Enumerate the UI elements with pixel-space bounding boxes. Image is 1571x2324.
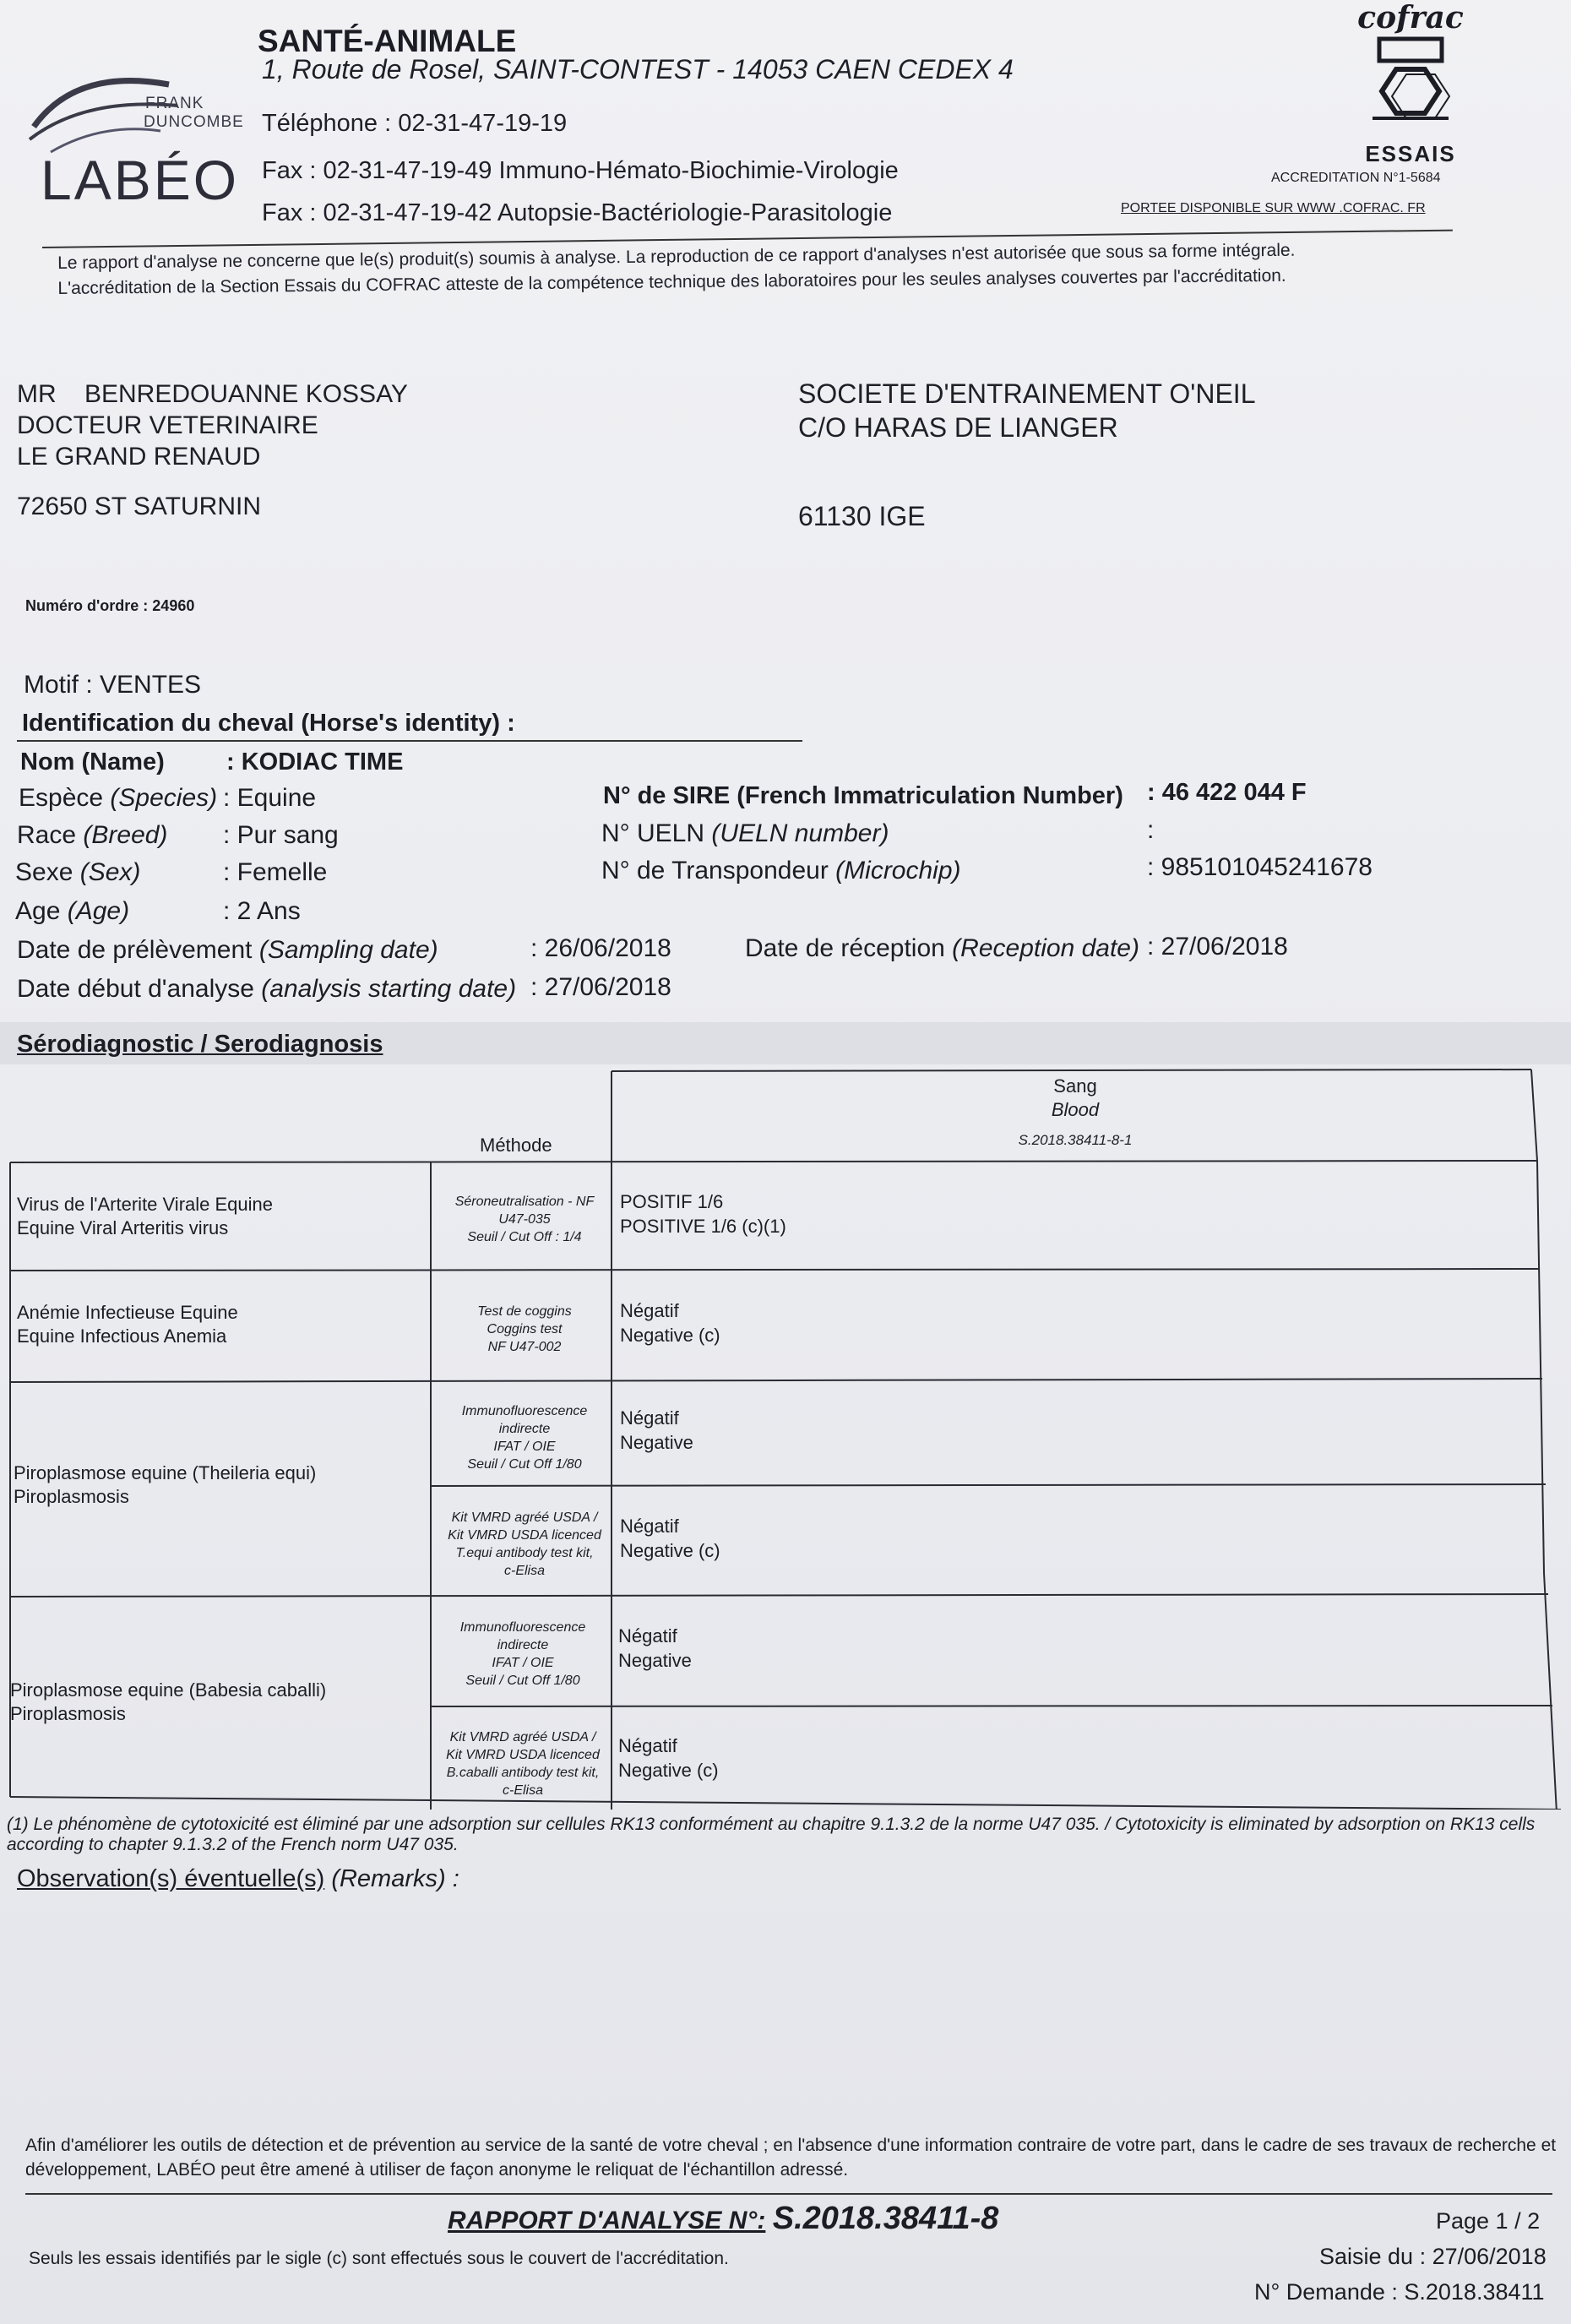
cytotoxicity-footnote: (1) Le phénomène de cytotoxicité est éliminé par une adsorption sur cellules RK13 conformément au chapitre 9.1.3.2 de la norme U47 035. / Cytotoxicity is eliminated by adsorption on RK13 cells according to chapter 9.1.3.2 of the French norm U47 035.	[7, 1815, 1536, 1854]
cofrac-essais: ESSAIS	[1365, 141, 1456, 166]
report-number: RAPPORT D'ANALYSE N°: S.2018.38411-8	[448, 2201, 999, 2236]
reception-date-value: : 27/06/2018	[1147, 933, 1288, 961]
header-fax-1: Fax : 02-31-47-19-49 Immuno-Hémato-Biochimie-Virologie	[262, 157, 899, 184]
remarks-label: Observation(s) éventuelle(s) (Remarks) :	[17, 1865, 459, 1892]
sex-label: Sexe (Sex)	[15, 858, 141, 886]
sire-label: N° de SIRE (French Immatriculation Number)	[603, 782, 1123, 809]
sampling-date-label: Date de prélèvement (Sampling date)	[17, 936, 438, 964]
method-theileria-ifat: Immunofluorescence indirecte IFAT / OIE Seuil / Cut Off 1/80	[461, 1404, 588, 1472]
owner-address: SOCIETE D'ENTRAINEMENT O'NEIL C/O HARAS DE LIANGER 61130 IGE	[798, 378, 1256, 531]
method-babesia-elisa: Kit VMRD agréé USDA / Kit VMRD USDA licenced B.caballi antibody test kit, c-Elisa	[446, 1730, 600, 1798]
methode-header: Méthode	[480, 1135, 552, 1156]
header-fax-2: Fax : 02-31-47-19-42 Autopsie-Bactériologie-Parasitologie	[262, 199, 893, 226]
identity-underline	[17, 740, 802, 742]
breed-value: : Pur sang	[223, 821, 339, 849]
cofrac-logo	[1347, 0, 1474, 167]
analyte-eia: Anémie Infectieuse Equine Equine Infectious Anemia	[17, 1302, 238, 1347]
improvement-notice: Afin d'améliorer les outils de détection et de prévention au service de la santé de votre cheval ; en l'absence d'une information contraire de votre part, dans le cadre de ses travaux de recherche et développement, LABÉO peut être amené à utiliser de façon anonyme le reliquat de l'échantillon adressé.	[25, 2136, 1557, 2180]
sample-header: Sang Blood S.2018.38411-8-1	[1018, 1075, 1133, 1148]
serodiag-title: Sérodiagnostic / Serodiagnosis	[17, 1031, 383, 1058]
transponder-label: N° de Transpondeur (Microchip)	[601, 857, 961, 884]
accreditation-note: Seuls les essais identifiés par le sigle (c) sont effectués sous le couvert de l'accréditation.	[29, 2249, 729, 2268]
sampling-date-value: : 26/06/2018	[530, 934, 671, 962]
breed-label: Race (Breed)	[17, 821, 168, 849]
transponder-value: : 985101045241678	[1147, 853, 1373, 881]
analyte-eva: Virus de l'Arterite Virale Equine Equine Viral Arteritis virus	[17, 1194, 273, 1238]
age-label: Age (Age)	[15, 897, 130, 925]
method-eva: Séroneutralisation - NF U47-035 Seuil / Cut Off : 1/4	[454, 1195, 595, 1244]
analyte-theileria: Piroplasmose equine (Theileria equi) Piroplasmosis	[14, 1462, 317, 1507]
analysis-start-label: Date début d'analyse (analysis starting date)	[17, 975, 517, 1003]
species-label: Espèce (Species)	[19, 784, 218, 812]
header-disclaimer: Le rapport d'analyse ne concerne que le(s) produit(s) soumis à analyse. La reproduction de ce rapport d'analyses n'est autorisée que sous sa forme intégrale. L'accréditation de la Section Essais du COFRAC atteste de la compétence technique des laboratoires pour les seules analyses couvertes par l'accréditation.	[57, 240, 1296, 298]
species-value: : Equine	[223, 784, 317, 812]
name-value: : KODIAC TIME	[226, 748, 404, 776]
motif: Motif : VENTES	[24, 671, 202, 699]
method-babesia-ifat: Immunofluorescence indirecte IFAT / OIE Seuil / Cut Off 1/80	[459, 1620, 586, 1688]
results-table	[7, 1066, 1563, 1810]
ueln-value: :	[1147, 816, 1155, 844]
order-number: Numéro d'ordre : 24960	[25, 597, 195, 614]
portee-link[interactable]: PORTEE DISPONIBLE SUR WWW .COFRAC. FR	[1121, 201, 1426, 215]
cofrac-wordmark: cofrac	[1357, 0, 1464, 35]
header-phone: Téléphone : 02-31-47-19-19	[262, 110, 568, 137]
reception-date-label: Date de réception (Reception date)	[745, 934, 1139, 962]
page-number: Page 1 / 2	[1436, 2208, 1541, 2234]
ueln-label: N° UELN (UELN number)	[601, 819, 889, 847]
result-eia: Négatif Negative (c)	[620, 1300, 720, 1346]
footer-divider	[25, 2193, 1552, 2195]
logo-subtitle: FRANK DUNCOMBE	[144, 95, 244, 131]
recipient-address: MR BENREDOUANNE KOSSAY DOCTEUR VETERINAIRE LE GRAND RENAUD 72650 ST SATURNIN	[17, 380, 408, 520]
header-address: 1, Route de Rosel, SAINT-CONTEST - 14053 CAEN CEDEX 4	[262, 54, 1014, 84]
age-value: : 2 Ans	[223, 897, 301, 925]
saisie-date: Saisie du : 27/06/2018	[1319, 2244, 1547, 2269]
method-eia: Test de coggins Coggins test NF U47-002	[477, 1304, 572, 1354]
sex-value: : Femelle	[223, 858, 328, 886]
identity-title: Identification du cheval (Horse's identity) :	[22, 710, 515, 737]
demande-number: N° Demande : S.2018.38411	[1254, 2279, 1545, 2305]
sire-value: : 46 422 044 F	[1147, 779, 1307, 806]
cofrac-emblem-icon	[1347, 35, 1474, 137]
accreditation-number: ACCREDITATION N°1-5684	[1271, 171, 1441, 185]
labeo-wordmark: LABÉO	[41, 149, 240, 211]
method-theileria-elisa: Kit VMRD agréé USDA / Kit VMRD USDA licenced T.equi antibody test kit, c-Elisa	[448, 1510, 601, 1578]
result-theileria-ifat: Négatif Negative	[620, 1407, 693, 1453]
result-eva: POSITIF 1/6 POSITIVE 1/6 (c)(1)	[620, 1191, 786, 1237]
result-babesia-ifat: Négatif Negative	[618, 1625, 692, 1671]
header-title: SANTÉ-ANIMALE	[258, 24, 517, 58]
analyte-babesia: Piroplasmose equine (Babesia caballi) Piroplasmosis	[10, 1679, 327, 1724]
analysis-start-value: : 27/06/2018	[530, 973, 671, 1001]
result-babesia-elisa: Négatif Negative (c)	[618, 1735, 719, 1781]
name-label: Nom (Name)	[20, 748, 165, 776]
result-theileria-elisa: Négatif Negative (c)	[620, 1516, 720, 1561]
